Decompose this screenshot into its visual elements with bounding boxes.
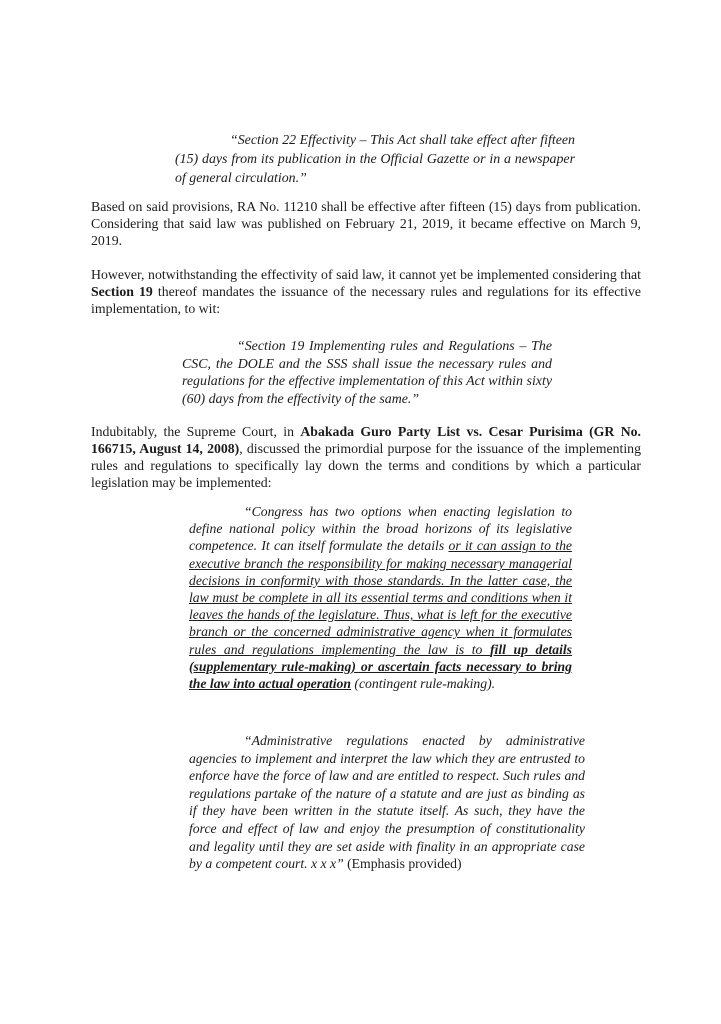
quote-congress-underlined: or it can assign to the executive branch the responsibility for making necessary managerial decisions in conformity with those standards. In the latter case, the law must be complete in all its essential terms and conditions when it leaves the hands of the legislature. Thus, what is left for the executive branch or the concerned administrative agency when it formulates rules and regulations implementing the law is to — [189, 538, 572, 657]
quote-section-19 — [182, 338, 552, 408]
quote-congress-after: (contingent rule-making). — [351, 676, 496, 692]
quote-section-22 — [175, 131, 575, 188]
paragraph-implementation-before: However, notwithstanding the effectivity of said law, it cannot yet be implemented considering that — [91, 267, 641, 282]
paragraph-supreme-court — [91, 423, 641, 491]
paragraph-effectivity — [91, 198, 641, 249]
quote-section-19-text: “Section 19 Implementing rules and Regulations – The CSC, the DOLE and the SSS shall issue the necessary rules and regulations for the effective implementation of this Act within sixty (60) days from the effectivity of the same.” — [182, 339, 552, 407]
paragraph-supreme-court-after: , discussed the primordial purpose for the issuance of the implementing rules and regulations to specifically lay down the terms and conditions by which a particular legislation may be implemented: — [91, 441, 641, 490]
quote-administrative-regulations — [189, 732, 585, 873]
emphasis-note: (Emphasis provided) — [343, 856, 462, 872]
paragraph-effectivity-text: Based on said provisions, RA No. 11210 shall be effective after fifteen (15) days from publication. Considering that said law was published on February 21, 2019, it became effective on March 9, 2019. — [91, 199, 641, 248]
case-citation: Abakada Guro Party List vs. Cesar Purisima (GR No. 166715, August 14, 2008) — [91, 424, 642, 456]
paragraph-implementation-after: thereof mandates the issuance of the necessary rules and regulations for its effective implementation, to wit: — [91, 284, 642, 316]
paragraph-supreme-court-before: Indubitably, the Supreme Court, in — [91, 424, 301, 439]
paragraph-implementation — [91, 266, 641, 317]
section-19-reference: Section 19 — [91, 284, 153, 299]
quote-section-22-text: “Section 22 Effectivity – This Act shall take effect after fifteen (15) days from its publication in the Official Gazette or in a newspaper of general circulation.” — [175, 133, 575, 186]
quote-congress-emphasis: fill up details (supplementary rule-making) or ascertain facts necessary to bring the law into actual operation — [189, 641, 572, 692]
quote-congress-plain: “Congress has two options when enacting legislation to define national policy within the broad horizons of its legislative competence. It can itself formulate the details — [189, 504, 572, 554]
quote-administrative-text: “Administrative regulations enacted by administrative agencies to implement and interpret the law which they are entrusted to enforce have the force of law and are entitled to respect. Such rules and regulations partake of the nature of a statute and are just as binding as if they have been written in the statute itself. As such, they have the force and effect of law and enjoy the presumption of constitutionality and legality until they are set aside with finality in an appropriate case by a competent court. x x x” — [189, 733, 585, 872]
quote-congress-options — [189, 503, 572, 692]
